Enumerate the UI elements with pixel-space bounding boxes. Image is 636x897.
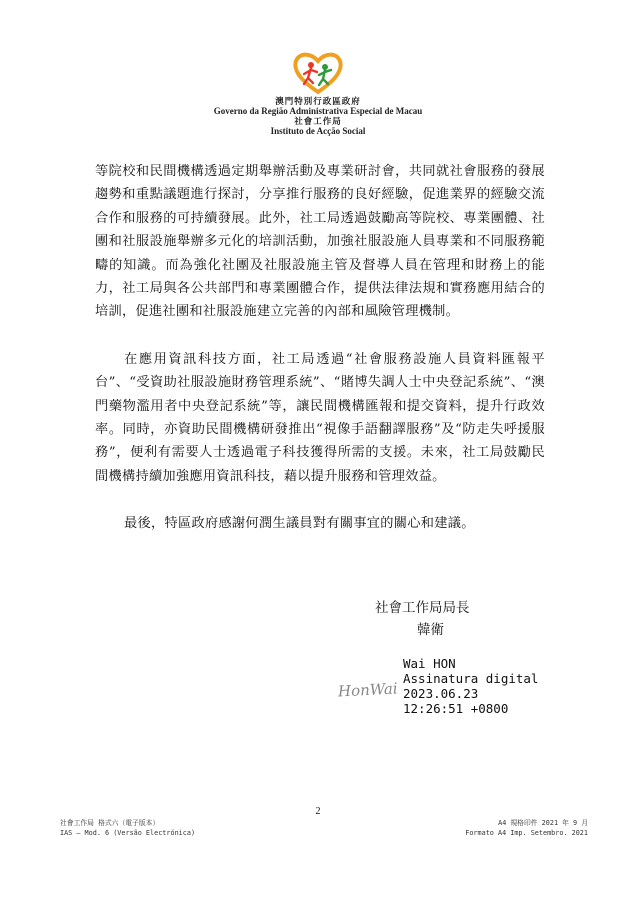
paragraph: 等院校和民間機構透過定期舉辦活動及專業研討會，共同就社會服務的發展趨勢和重點議題進行探討，分享推行服務的良好經驗，促進業界的經驗交流合作和服務的可持續發展。此外，社工局透過鼓勵高等院校、專業團體、社團和社服設施舉辦多元化的培訓活動，加強社服設施人員專業和不同服務範疇的知識。而為強化社團及社服設施主管及督導人員在管理和財務上的能力，社工局與各公共部門和專業團體合作，提供法律法規和實務應用結合的培訓，促進社團和社服設施建立完善的內部和風險管理機制。 — [95, 164, 545, 320]
region-name-pt: Governo da Região Administrativa Especial de Macau — [213, 106, 423, 116]
signature-date: 2023.06.23 — [403, 686, 479, 701]
signature-time: 12:26:51 +0800 — [403, 701, 509, 716]
footer-left — [60, 818, 195, 838]
closing-block — [375, 597, 470, 641]
paragraph: 在應用資訊科技方面，社工局透過“社會服務設施人員資料匯報平台”、“受資助社服設施財務管理系統”、“賭博失調人士中央登記系統”、“澳門藥物濫用者中央登記系統”等，讓民間機構匯報和提交資料，提升行政效率。同時，亦資助民間機構研發推出“視像手語翻譯服務”及“防走失呼援服務”，便利有需要人士透過電子科技獲得所需的支援。未來，社工局鼓勵民間機構持續加強應用資訊科技，藉以提升服務和管理效益。 — [95, 351, 545, 484]
bureau-name-pt: Instituto de Acção Social — [270, 126, 366, 136]
footer-form-cn: 社會工作局 格式六（電子版本） — [60, 819, 160, 827]
footer-form-pt: IAS – Mod. 6 (Versão Electrónica) — [60, 829, 196, 837]
letter-body — [95, 160, 545, 560]
digital-signature — [403, 656, 538, 716]
signatory-name: 韓衛 — [417, 622, 444, 638]
signature-label: Assinatura digital — [403, 671, 539, 686]
letterhead — [0, 48, 636, 136]
page-number: 2 — [315, 806, 321, 817]
handwritten-signature: HonWai — [337, 679, 399, 701]
paragraph: 最後，特區政府感謝何潤生議員對有關事宜的關心和建議。 — [124, 516, 475, 532]
footer-right — [465, 818, 588, 838]
signature-name: Wai HON — [403, 656, 456, 671]
footer-format-cn: A4 規格印件 2021 年 9 月 — [498, 819, 588, 827]
region-name-cn: 澳門特別行政區政府 — [275, 96, 361, 106]
footer-format-pt: Formato A4 Imp. Setembro. 2021 — [465, 829, 588, 837]
signatory-title: 社會工作局局長 — [375, 600, 470, 616]
ias-heart-logo-icon — [290, 48, 346, 96]
bureau-name-cn: 社會工作局 — [294, 116, 342, 126]
